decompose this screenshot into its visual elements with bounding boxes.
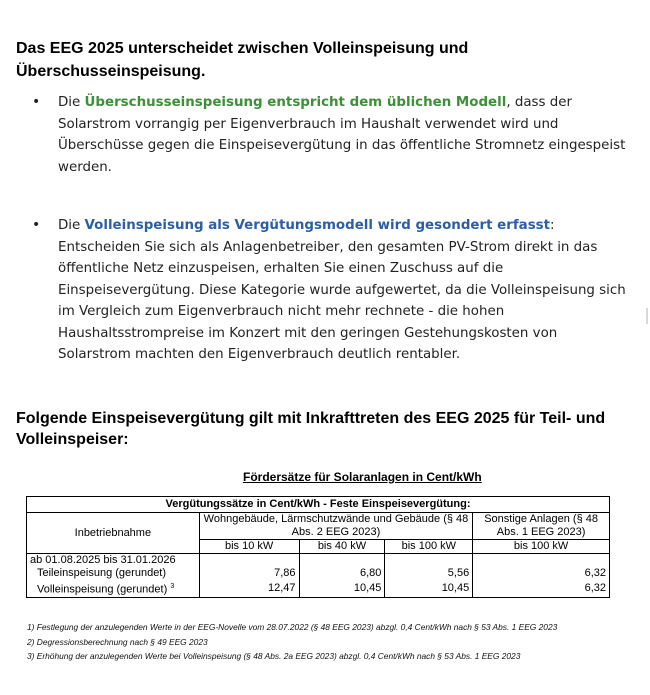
bullet-prefix: Die: [58, 218, 85, 233]
footnotes: [27, 620, 642, 664]
bullet-list: [32, 92, 632, 366]
sub-header: bis 40 kW: [299, 540, 385, 554]
bullet-text: : Entscheiden Sie sich als Anlagenbetreiber, den gesamten PV-Strom direkt in das öffentliche Netz einzuspeisen, erhalten Sie einen Zuschuss auf die Einspeisevergütung. Diese Kategorie wurde aufgewertet, da die Volleinspeisung sich im Vergleich zum Eigenverbrauch nicht mehr rechnete - die hohen Haushaltsstrompreise im Konzert mit den geringen Gestehungskosten von Solarstrom machten den Eigenverbrauch deutlich rentabler.: [58, 218, 626, 362]
sub-header: bis 10 kW: [199, 540, 299, 554]
intro-heading: Das EEG 2025 unterscheidet zwischen Volleinspeisung und Überschusseinspeisung.: [16, 40, 469, 80]
rates-table: [26, 496, 610, 598]
footnote-1: 1) Festlegung der anzulegenden Werte in der EEG-Novelle vom 28.07.2022 (§ 48 EEG 2023) abzgl. 0,4 Cent/kWh nach § 53 Abs. 1 EEG 2023: [27, 622, 558, 632]
bullet-text: , dass der Solarstrom vorrangig per Eigenverbrauch im Haushalt verwendet wird und Überschüsse gegen die Einspeisevergütung in das öffentliche Stromnetz eingespeist werden.: [58, 95, 626, 175]
value-cell: 6,32: [473, 580, 610, 597]
side-scroll-marker: [646, 308, 648, 324]
value-cell: 10,45: [385, 580, 473, 597]
footnote-ref: 3: [170, 583, 175, 590]
bullet-item-volleinspeisung: [32, 215, 632, 366]
value-cell: 6,32: [473, 567, 610, 580]
section-heading: Folgende Einspeisevergütung gilt mit Inkrafttreten des EEG 2025 für Teil- und Volleinspeiser:: [16, 410, 606, 448]
row-label: Teileinspeisung (gerundet): [27, 567, 200, 580]
sub-header: bis 100 kW: [385, 540, 473, 554]
bullet-highlight-green: Überschusseinspeisung entspricht dem üblichen Modell: [84, 95, 507, 110]
table-title: Fördersätze für Solaranlagen in Cent/kWh: [243, 470, 482, 484]
value-cell: 6,80: [299, 567, 385, 580]
footnote-2: 2) Degressionsberechnung nach § 49 EEG 2023: [27, 636, 208, 647]
table-row: [27, 567, 610, 580]
period-cell: ab 01.08.2025 bis 31.01.2026: [27, 554, 200, 568]
col-inbetriebnahme: Inbetriebnahme: [27, 513, 200, 554]
bullet-item-ueberschuss: [32, 92, 632, 178]
bullet-dot-icon: •: [32, 94, 41, 110]
group-wohngebaeude: Wohngebäude, Lärmschutzwände und Gebäude (§ 48 Abs. 2 EEG 2023): [199, 513, 472, 540]
sub-header: bis 100 kW: [473, 540, 610, 554]
bullet-highlight-blue: Volleinspeisung als Vergütungsmodell wird gesondert erfasst: [84, 218, 551, 233]
bullet-dot-icon: •: [32, 217, 41, 233]
value-cell: 10,45: [299, 580, 385, 597]
table-row: [27, 580, 610, 597]
group-sonstige: Sonstige Anlagen (§ 48 Abs. 1 EEG 2023): [473, 513, 610, 540]
value-cell: 5,56: [385, 567, 473, 580]
value-cell: 12,47: [199, 580, 299, 597]
bullet-prefix: Die: [58, 95, 85, 110]
row-label: Volleinspeisung (gerundet) $^3$: [27, 580, 200, 597]
footnote-3: 3) Erhöhung der anzulegenden Werte bei Volleinspeisung (§ 48 Abs. 2a EEG 2023) abzgl. 0,4 Cent/kWh nach § 53 Abs. 1 EEG 2023: [27, 651, 521, 661]
value-cell: 7,86: [199, 567, 299, 580]
table-main-header: Vergütungssätze in Cent/kWh - Feste Einspeisevergütung:: [27, 497, 610, 513]
